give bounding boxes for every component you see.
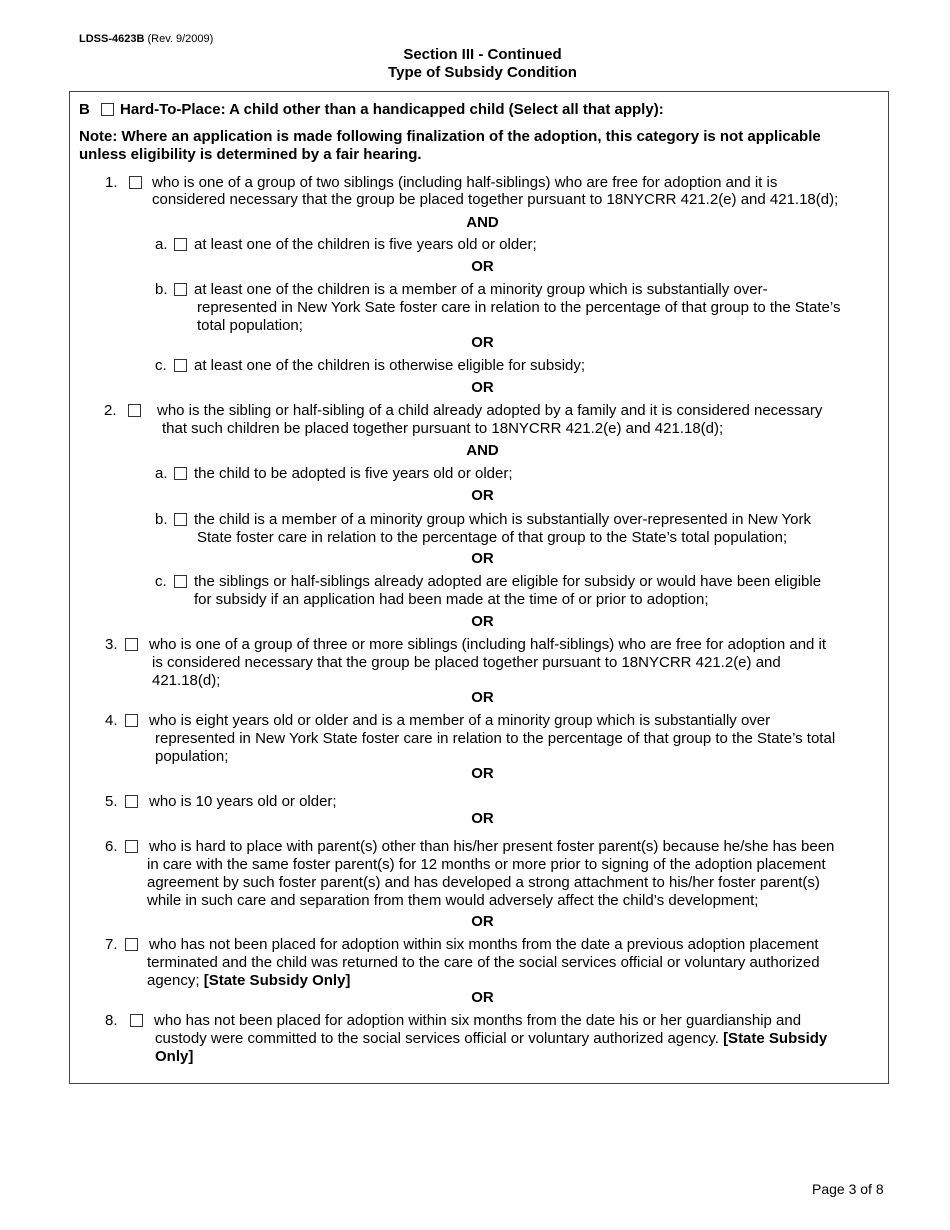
or-separator: OR — [471, 765, 494, 782]
item-text: who is hard to place with parent(s) other than his/her present foster parent(s) because he/she has been — [149, 838, 835, 855]
state-subsidy-note: Only] — [155, 1048, 194, 1065]
item-text: represented in New York State foster care in relation to the percentage of that group to the State’s total — [155, 730, 836, 747]
state-subsidy-note: [State Subsidy — [723, 1030, 828, 1047]
or-separator: OR — [471, 613, 494, 630]
item-text: that such children be placed together pursuant to 18NYCRR 421.2(e) and 421.18(d); — [162, 420, 724, 437]
item-text: is considered necessary that the group be placed together pursuant to 18NYCRR 421.2(e) and — [152, 654, 781, 671]
subitem-text: the siblings or half-siblings already adopted are eligible for subsidy or would have been eligible — [194, 573, 822, 590]
or-separator: OR — [471, 258, 494, 275]
item-7-checkbox[interactable] — [125, 938, 138, 951]
item-text: agreement by such foster parent(s) and has developed a strong attachment to his/her foster parent(s) — [147, 874, 820, 891]
subitem-label: a. — [155, 236, 168, 253]
note-line-2: unless eligibility is determined by a fair hearing. — [79, 146, 422, 163]
item-text: considered necessary that the group be placed together pursuant to 18NYCRR 421.2(e) and 421.18(d); — [152, 191, 839, 208]
item-text: while in such care and separation from them would adversely affect the child’s development; — [147, 892, 759, 909]
subitem-text: represented in New York Sate foster care in relation to the percentage of that group to the State’s — [197, 299, 841, 316]
item-2b-checkbox[interactable] — [174, 513, 187, 526]
subitem-text: the child is a member of a minority group which is substantially over-represented in New York — [194, 511, 811, 528]
or-separator: OR — [471, 334, 494, 351]
item-2-checkbox[interactable] — [128, 404, 141, 417]
item-number: 4. — [105, 712, 118, 729]
subitem-label: a. — [155, 465, 168, 482]
item-number: 6. — [105, 838, 118, 855]
and-separator: AND — [466, 214, 499, 231]
item-text: who is one of a group of three or more siblings (including half-siblings) who are free for adoption and it — [149, 636, 827, 653]
note-line-1: Note: Where an application is made following finalization of the adoption, this category is not applicable — [79, 128, 821, 145]
state-subsidy-note: [State Subsidy Only] — [203, 972, 351, 989]
or-separator: OR — [471, 810, 494, 827]
item-1-checkbox[interactable] — [129, 176, 142, 189]
form-id: LDSS-4623B (Rev. 9/2009) — [79, 33, 214, 45]
item-4-checkbox[interactable] — [125, 714, 138, 727]
subitem-text: for subsidy if an application had been made at the time of or prior to adoption; — [194, 591, 709, 608]
section-b-checkbox[interactable] — [101, 103, 114, 116]
page-title: Section III - Continued Type of Subsidy Condition — [388, 46, 577, 81]
item-text: terminated and the child was returned to the care of the social services official or voluntary authorized — [147, 954, 820, 971]
subitem-label: c. — [155, 573, 167, 590]
item-text: who is 10 years old or older; — [149, 793, 337, 810]
item-6-checkbox[interactable] — [125, 840, 138, 853]
item-text: agency; [State Subsidy Only] — [147, 972, 351, 989]
item-text: who is eight years old or older and is a member of a minority group which is substantially over — [149, 712, 771, 729]
item-1c-checkbox[interactable] — [174, 359, 187, 372]
item-text: population; — [155, 748, 229, 765]
item-2c-checkbox[interactable] — [174, 575, 187, 588]
subitem-label: b. — [155, 511, 168, 528]
subitem-text: at least one of the children is five years old or older; — [194, 236, 537, 253]
or-separator: OR — [471, 989, 494, 1006]
item-1b-checkbox[interactable] — [174, 283, 187, 296]
item-number: 7. — [105, 936, 118, 953]
item-2a-checkbox[interactable] — [174, 467, 187, 480]
item-text: who has not been placed for adoption within six months from the date his or her guardianship and — [154, 1012, 802, 1029]
item-text: custody were committed to the social services official or voluntary authorized agency. [State Subsidy — [155, 1030, 828, 1047]
item-8-checkbox[interactable] — [130, 1014, 143, 1027]
subitem-label: b. — [155, 281, 168, 298]
item-text: who has not been placed for adoption within six months from the date a previous adoption placement — [149, 936, 819, 953]
subitem-text: the child to be adopted is five years old or older; — [194, 465, 513, 482]
or-separator: OR — [471, 487, 494, 504]
page-number: Page 3 of 8 — [812, 1181, 884, 1197]
subitem-text: total population; — [197, 317, 303, 334]
and-separator: AND — [466, 442, 499, 459]
item-number: 2. — [104, 402, 117, 419]
item-text: 421.18(d); — [152, 672, 221, 689]
subitem-text: at least one of the children is otherwise eligible for subsidy; — [194, 357, 586, 374]
section-letter: B — [79, 101, 90, 118]
item-3-checkbox[interactable] — [125, 638, 138, 651]
item-number: 1. — [105, 174, 118, 191]
item-5-checkbox[interactable] — [125, 795, 138, 808]
item-number: 8. — [105, 1012, 118, 1029]
item-text: who is one of a group of two siblings (including half-siblings) who are free for adoption and it is — [152, 174, 778, 191]
item-text: who is the sibling or half-sibling of a child already adopted by a family and it is considered necessary — [157, 402, 823, 419]
subitem-text: at least one of the children is a member of a minority group which is substantially over- — [194, 281, 768, 298]
or-separator: OR — [471, 689, 494, 706]
item-1a-checkbox[interactable] — [174, 238, 187, 251]
or-separator: OR — [471, 913, 494, 930]
item-text: in care with the same foster parent(s) for 12 months or more prior to signing of the adoption placement — [147, 856, 826, 873]
item-number: 5. — [105, 793, 118, 810]
subitem-label: c. — [155, 357, 167, 374]
item-number: 3. — [105, 636, 118, 653]
subitem-text: State foster care in relation to the percentage of that group to the State’s total population; — [197, 529, 788, 546]
or-separator: OR — [471, 379, 494, 396]
or-separator: OR — [471, 550, 494, 567]
section-b-heading: Hard-To-Place: A child other than a handicapped child (Select all that apply): — [120, 101, 664, 118]
